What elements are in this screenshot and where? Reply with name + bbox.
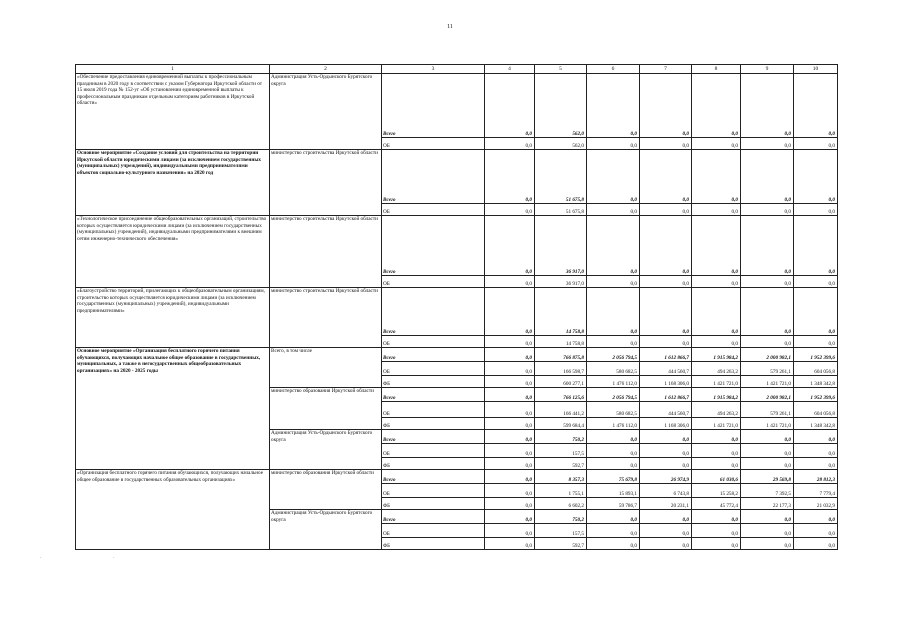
amount-cell: 0,0 [485, 510, 535, 524]
margin-mark: · [113, 556, 115, 561]
measure-name-cell: «Обеспечение предоставления единовременной выплаты к профессиональным праздникам в 2020 году в соответствии с указом Губернатора Иркутской области от 15 июля 2019 года № 152-уг «Об установлении единовременной выплаты к профессиональным праздникам отдельным категориям работников в Иркутской области» [76, 74, 270, 150]
amount-cell: 0,0 [587, 288, 640, 336]
amount-cell: 600 277,1 [535, 376, 587, 388]
executor-cell: Администрация Усть-Ордынского Бурятского округа [270, 510, 382, 550]
amount-cell: 562,0 [535, 138, 587, 150]
amount-cell: 0,0 [485, 470, 535, 484]
amount-cell: 45 772,4 [692, 498, 741, 510]
amount-cell: 0,0 [640, 150, 692, 204]
amount-cell: 0,0 [485, 538, 535, 550]
executor-cell: министерство строительства Иркутской области [270, 288, 382, 348]
amount-cell: 0,0 [794, 204, 838, 216]
amount-cell: 0,0 [692, 524, 741, 538]
amount-cell: 0,0 [485, 288, 535, 336]
funding-source-cell: Всего [382, 150, 485, 204]
amount-cell: 0,0 [587, 510, 640, 524]
amount-cell: 36 917,0 [535, 276, 587, 288]
amount-cell: 0,0 [640, 430, 692, 444]
amount-cell: 494 263,2 [692, 362, 741, 376]
amount-cell: 0,0 [485, 336, 535, 348]
budget-table [75, 64, 838, 550]
amount-cell: 766 125,6 [535, 388, 587, 402]
amount-cell: 0,0 [741, 74, 794, 138]
amount-cell: 0,0 [587, 216, 640, 276]
amount-cell: 0,0 [640, 216, 692, 276]
amount-cell: 444 560,7 [640, 402, 692, 418]
executor-cell: министерство образования Иркутской области [270, 470, 382, 510]
amount-cell: 1 952 399,6 [794, 348, 838, 362]
amount-cell: 2 056 794,5 [587, 388, 640, 402]
funding-source-cell: Всего [382, 470, 485, 484]
amount-cell: 0,0 [692, 204, 741, 216]
funding-source-cell: ОБ [382, 524, 485, 538]
amount-cell: 1 348 342,8 [794, 376, 838, 388]
amount-cell: 0,0 [741, 458, 794, 470]
column-number-cell: 8 [692, 65, 741, 74]
funding-source-cell: Всего [382, 216, 485, 276]
amount-cell: 562,0 [535, 74, 587, 138]
amount-cell: 0,0 [794, 74, 838, 138]
executor-cell: Всего, в том числе [270, 348, 382, 388]
amount-cell: 6 602,2 [535, 498, 587, 510]
amount-cell: 0,0 [692, 276, 741, 288]
amount-cell: 579 261,1 [741, 362, 794, 376]
amount-cell: 0,0 [640, 138, 692, 150]
amount-cell: 0,0 [741, 138, 794, 150]
amount-cell: 75 679,8 [587, 470, 640, 484]
table-row [76, 470, 838, 484]
amount-cell: 1 612 866,7 [640, 348, 692, 362]
amount-cell: 0,0 [485, 138, 535, 150]
measure-name-cell: «Организация бесплатного горячего питания обучающихся, получающих начальное общее образование в государственных образовательных организациях» [76, 470, 270, 550]
amount-cell: 2 056 794,5 [587, 348, 640, 362]
amount-cell: 0,0 [794, 510, 838, 524]
amount-cell: 0,0 [485, 204, 535, 216]
amount-cell: 0,0 [640, 538, 692, 550]
amount-cell: 0,0 [794, 288, 838, 336]
amount-cell: 0,0 [485, 430, 535, 444]
amount-cell: 0,0 [485, 150, 535, 204]
amount-cell: 26 974,9 [640, 470, 692, 484]
amount-cell: 0,0 [741, 276, 794, 288]
funding-source-cell: ФБ [382, 538, 485, 550]
table-row [76, 216, 838, 276]
amount-cell: 0,0 [640, 444, 692, 458]
amount-cell: 0,0 [485, 276, 535, 288]
measure-name-cell: «Технологическое присоединение общеобразовательных организаций, строительство которых осуществляется юридическими лицами (за исключением государственных (муниципальных) учреждений), индивидуальными предпринимателями к внешним сетям инженерно-технического обеспечения» [76, 216, 270, 288]
amount-cell: 0,0 [794, 150, 838, 204]
amount-cell: 0,0 [741, 150, 794, 204]
amount-cell: 0,0 [794, 138, 838, 150]
amount-cell: 580 682,5 [587, 402, 640, 418]
amount-cell: 6 743,8 [640, 484, 692, 498]
amount-cell: 0,0 [692, 150, 741, 204]
funding-source-cell: Всего [382, 348, 485, 362]
amount-cell: 29 569,8 [741, 470, 794, 484]
measure-name-cell: «Благоустройство территорий, прилегающих к общеобразовательным организациям, строительство которых осуществляется юридическими лицами (за исключением государственных (муниципальных) учреждений), индивидуальными предпринимателями» [76, 288, 270, 348]
column-number-cell: 4 [485, 65, 535, 74]
amount-cell: 51 675,8 [535, 204, 587, 216]
amount-cell: 580 682,5 [587, 362, 640, 376]
amount-cell: 444 560,7 [640, 362, 692, 376]
measure-name-cell: Основное мероприятие «Создание условий для строительства на территории Иркутской области юридическими лицами (за исключением государственных (муниципальных) учреждений), индивидуальными предпринимателями объектов социально-культурного назначения» на 2020 год [76, 150, 270, 216]
amount-cell: 0,0 [485, 388, 535, 402]
amount-cell: 0,0 [640, 458, 692, 470]
amount-cell: 0,0 [741, 216, 794, 276]
amount-cell: 1 168 306,0 [640, 376, 692, 388]
funding-source-cell: ОБ [382, 336, 485, 348]
amount-cell: 0,0 [692, 288, 741, 336]
amount-cell: 1 421 721,0 [741, 418, 794, 430]
amount-cell: 1 421 721,0 [741, 376, 794, 388]
amount-cell: 28 812,3 [794, 470, 838, 484]
column-number-cell: 10 [794, 65, 838, 74]
funding-source-cell: ОБ [382, 276, 485, 288]
table-row [76, 74, 838, 138]
amount-cell: 61 030,6 [692, 470, 741, 484]
amount-cell: 0,0 [485, 444, 535, 458]
executor-cell: министерство строительства Иркутской области [270, 216, 382, 288]
amount-cell: 0,0 [692, 216, 741, 276]
amount-cell: 579 261,1 [741, 402, 794, 418]
table-row [76, 150, 838, 204]
amount-cell: 14 758,8 [535, 336, 587, 348]
column-number-cell: 6 [587, 65, 640, 74]
amount-cell: 0,0 [587, 150, 640, 204]
amount-cell: 15 893,1 [587, 484, 640, 498]
amount-cell: 0,0 [640, 276, 692, 288]
amount-cell: 1 952 399,6 [794, 388, 838, 402]
amount-cell: 1 755,1 [535, 484, 587, 498]
amount-cell: 51 675,8 [535, 150, 587, 204]
funding-source-cell: Всего [382, 74, 485, 138]
amount-cell: 0,0 [640, 204, 692, 216]
funding-source-cell: Всего [382, 288, 485, 336]
amount-cell: 0,0 [692, 444, 741, 458]
amount-cell: 0,0 [692, 538, 741, 550]
amount-cell: 0,0 [587, 444, 640, 458]
amount-cell: 0,0 [794, 216, 838, 276]
funding-source-cell: ОБ [382, 138, 485, 150]
measure-name-cell: Основное мероприятие «Организация бесплатного горячего питания обучающихся, получающих начальное общее образование в государственных, муниципальных, а также в негосударственных общеобразовательных организациях» на 2020 - 2025 годы [76, 348, 270, 470]
amount-cell: 1 421 721,0 [692, 418, 741, 430]
funding-source-cell: Всего [382, 388, 485, 402]
amount-cell: 0,0 [485, 458, 535, 470]
amount-cell: 15 258,2 [692, 484, 741, 498]
amount-cell: 0,0 [640, 510, 692, 524]
amount-cell: 0,0 [485, 524, 535, 538]
funding-source-cell: ОБ [382, 362, 485, 376]
funding-source-cell: ФБ [382, 498, 485, 510]
column-number-cell: 1 [76, 65, 270, 74]
amount-cell: 0,0 [587, 276, 640, 288]
amount-cell: 1 476 112,0 [587, 376, 640, 388]
amount-cell: 0,0 [794, 524, 838, 538]
amount-cell: 766 875,8 [535, 348, 587, 362]
table-row [76, 348, 838, 362]
amount-cell: 0,0 [741, 524, 794, 538]
amount-cell: 20 231,1 [640, 498, 692, 510]
amount-cell: 0,0 [587, 524, 640, 538]
funding-source-cell: ОБ [382, 204, 485, 216]
amount-cell: 8 357,3 [535, 470, 587, 484]
amount-cell: 0,0 [640, 524, 692, 538]
amount-cell: 0,0 [485, 484, 535, 498]
amount-cell: 0,0 [640, 336, 692, 348]
funding-source-cell: ФБ [382, 458, 485, 470]
amount-cell: 2 000 982,1 [741, 348, 794, 362]
amount-cell: 0,0 [587, 458, 640, 470]
amount-cell: 0,0 [692, 458, 741, 470]
amount-cell: 0,0 [587, 74, 640, 138]
executor-cell: Администрация Усть-Ордынского Бурятского округа [270, 74, 382, 150]
amount-cell: 0,0 [485, 402, 535, 418]
amount-cell: 59 786,7 [587, 498, 640, 510]
column-number-cell: 5 [535, 65, 587, 74]
amount-cell: 0,0 [692, 74, 741, 138]
amount-cell: 0,0 [485, 74, 535, 138]
amount-cell: 0,0 [587, 538, 640, 550]
amount-cell: 0,0 [794, 336, 838, 348]
column-number-cell: 9 [741, 65, 794, 74]
amount-cell: 157,5 [535, 444, 587, 458]
column-number-row [76, 65, 838, 74]
amount-cell: 0,0 [485, 216, 535, 276]
funding-source-cell: ОБ [382, 444, 485, 458]
amount-cell: 0,0 [692, 138, 741, 150]
amount-cell: 166 598,7 [535, 362, 587, 376]
amount-cell: 0,0 [794, 276, 838, 288]
margin-mark: · [40, 556, 42, 561]
amount-cell: 1 915 984,2 [692, 388, 741, 402]
amount-cell: 22 177,3 [741, 498, 794, 510]
amount-cell: 0,0 [587, 336, 640, 348]
amount-cell: 592,7 [535, 538, 587, 550]
amount-cell: 0,0 [794, 430, 838, 444]
funding-source-cell: ОБ [382, 402, 485, 418]
amount-cell: 14 758,8 [535, 288, 587, 336]
executor-cell: Администрация Усть-Ордынского Бурятского округа [270, 430, 382, 470]
amount-cell: 0,0 [741, 336, 794, 348]
amount-cell: 0,0 [587, 430, 640, 444]
amount-cell: 1 476 112,0 [587, 418, 640, 430]
funding-source-cell: ФБ [382, 376, 485, 388]
amount-cell: 1 915 984,2 [692, 348, 741, 362]
executor-cell: министерство образования Иркутской области [270, 388, 382, 430]
executor-cell: министерство строительства Иркутской области [270, 150, 382, 216]
amount-cell: 750,2 [535, 430, 587, 444]
column-number-cell: 3 [382, 65, 485, 74]
amount-cell: 0,0 [485, 362, 535, 376]
amount-cell: 157,5 [535, 524, 587, 538]
amount-cell: 0,0 [794, 444, 838, 458]
amount-cell: 0,0 [794, 458, 838, 470]
amount-cell: 0,0 [485, 498, 535, 510]
amount-cell: 1 168 306,0 [640, 418, 692, 430]
amount-cell: 7 779,4 [794, 484, 838, 498]
column-number-cell: 2 [270, 65, 382, 74]
funding-source-cell: Всего [382, 510, 485, 524]
amount-cell: 166 441,2 [535, 402, 587, 418]
amount-cell: 1 612 866,7 [640, 388, 692, 402]
amount-cell: 36 917,0 [535, 216, 587, 276]
amount-cell: 0,0 [692, 336, 741, 348]
amount-cell: 0,0 [741, 444, 794, 458]
amount-cell: 0,0 [640, 288, 692, 336]
amount-cell: 0,0 [741, 204, 794, 216]
column-number-cell: 7 [640, 65, 692, 74]
amount-cell: 0,0 [741, 430, 794, 444]
table-row [76, 288, 838, 336]
amount-cell: 494 263,2 [692, 402, 741, 418]
amount-cell: 592,7 [535, 458, 587, 470]
amount-cell: 0,0 [741, 510, 794, 524]
amount-cell: 0,0 [692, 430, 741, 444]
amount-cell: 750,2 [535, 510, 587, 524]
amount-cell: 2 000 982,1 [741, 388, 794, 402]
amount-cell: 7 392,5 [741, 484, 794, 498]
amount-cell: 0,0 [587, 204, 640, 216]
amount-cell: 1 421 721,0 [692, 376, 741, 388]
amount-cell: 0,0 [794, 538, 838, 550]
funding-source-cell: ОБ [382, 484, 485, 498]
amount-cell: 0,0 [741, 288, 794, 336]
amount-cell: 604 056,8 [794, 362, 838, 376]
amount-cell: 604 056,8 [794, 402, 838, 418]
amount-cell: 0,0 [640, 74, 692, 138]
page-number: 11 [447, 24, 453, 30]
funding-source-cell: Всего [382, 430, 485, 444]
amount-cell: 599 684,4 [535, 418, 587, 430]
funding-source-cell: ФБ [382, 418, 485, 430]
amount-cell: 1 348 342,8 [794, 418, 838, 430]
amount-cell: 0,0 [692, 510, 741, 524]
amount-cell: 0,0 [741, 538, 794, 550]
amount-cell: 0,0 [485, 418, 535, 430]
amount-cell: 0,0 [485, 348, 535, 362]
amount-cell: 0,0 [587, 138, 640, 150]
amount-cell: 0,0 [485, 376, 535, 388]
amount-cell: 21 032,9 [794, 498, 838, 510]
